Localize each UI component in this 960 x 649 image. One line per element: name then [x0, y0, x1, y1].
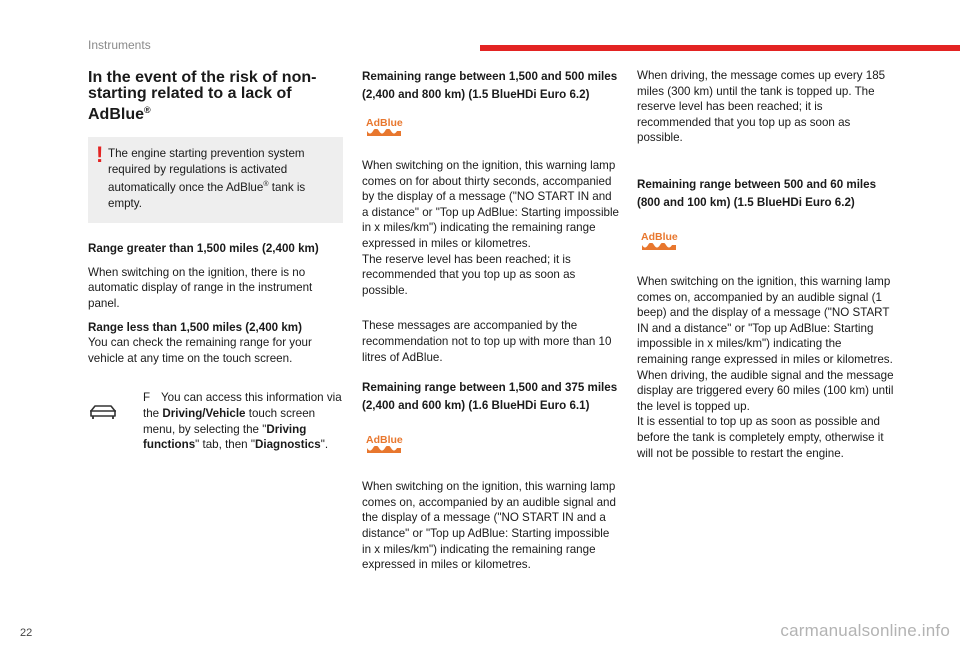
heading-1500-500 — [362, 68, 620, 104]
para-range-less: You can check the remaining range for your vehicle at any time on the touch screen. — [88, 336, 312, 365]
tip-text-3: " tab, then " — [195, 438, 255, 452]
warning-text — [108, 146, 333, 211]
para-500-60-c: It is essential to top up as soon as possible and before the tank is completely empty, otherwise it will not be possible to restart the engine. — [637, 415, 884, 460]
para-1500-500-b: The reserve level has been reached; it is recommended that you top up as soon as possible. — [362, 252, 576, 297]
tip-slash: / — [202, 406, 206, 420]
adblue-icon-label-3: AdBlue — [641, 230, 678, 243]
column-right — [637, 68, 895, 461]
adblue-warning-icon-2 — [362, 435, 422, 457]
warning-text-part2: tank is empty. — [108, 181, 306, 210]
heading-1500-375-line1: Remaining range between 1,500 and 375 miles — [362, 381, 618, 395]
heading-1500-500-line1: Remaining range between 1,500 and 500 miles — [362, 70, 618, 83]
para-range-greater: When switching on the ignition, there is no automatic display of range in the instrument panel. — [88, 265, 313, 311]
title-line-3: AdBlue — [88, 106, 144, 123]
heading-range-greater: Range greater than 1,500 miles (2,400 km) — [88, 242, 319, 256]
tip-text-2: touch screen menu, by selecting the " — [143, 406, 316, 436]
para-500-60-b: When driving, the audible signal and the message display are triggered every 60 miles (100 km) until the level is topped up. — [637, 368, 894, 413]
warning-text-part1: The engine starting prevention system required by regulations is activated automatically once the AdBlue — [108, 147, 305, 195]
registered-mark: ® — [144, 105, 151, 115]
heading-1500-375-line2: (2,400 and 600 km) (1.6 BlueHDi Euro 6.1) — [362, 399, 590, 413]
warning-registered-mark: ® — [263, 181, 269, 189]
warning-box — [88, 137, 343, 223]
title-line-1: In the event of the risk of non- — [88, 69, 317, 86]
tip-driving: Driving — [162, 406, 203, 420]
heading-1500-375 — [362, 379, 620, 415]
para-1500-375: When switching on the ignition, this warning lamp comes on, accompanied by an audible signal and the display of a message ("NO START IN and a distance" or "Top up AdBlue: Starting impossible in x miles/km") indicating the remaining range expressed in miles or kilometres. — [362, 480, 616, 572]
tip-driving-functions: Driving functions — [143, 422, 307, 452]
tip-text-4: ". — [320, 438, 329, 452]
car-icon — [88, 398, 118, 424]
header-accent-bar — [480, 45, 960, 51]
tip-diagnostics: Diagnostics — [254, 438, 321, 452]
adblue-icon-label: AdBlue — [366, 117, 403, 129]
column-left — [88, 70, 343, 453]
page-number: 22 — [20, 627, 33, 639]
section-title — [88, 70, 343, 123]
tip-text — [143, 390, 343, 452]
heading-500-60-line1: Remaining range between 500 and 60 miles — [637, 177, 877, 191]
section-label: Instruments — [88, 38, 151, 52]
adblue-warning-icon-3 — [637, 232, 697, 254]
column-middle — [362, 68, 620, 581]
title-line-2: starting related to a lack of — [88, 85, 292, 102]
heading-500-60 — [637, 176, 895, 212]
para-driving-message: When driving, the message comes up every 185 miles (300 km) until the tank is topped up. The reserve level has been reached; it is recommended that you top up as soon as possible. — [637, 69, 886, 145]
heading-range-less: Range less than 1,500 miles (2,400 km) — [88, 320, 302, 334]
adblue-icon-label-2: AdBlue — [366, 434, 403, 447]
bullet-arrow-icon: F — [143, 391, 151, 405]
exclamation-icon: ! — [96, 142, 104, 167]
tip-vehicle: Vehicle — [205, 406, 246, 420]
heading-500-60-line2: (800 and 100 km) (1.5 BlueHDi Euro 6.2) — [637, 195, 855, 209]
adblue-wave-icon-2 — [367, 446, 401, 453]
adblue-wave-icon-3 — [642, 243, 676, 250]
tip-text-1: You can access this information via the — [143, 391, 342, 420]
para-1500-500-a: When switching on the ignition, this warning lamp comes on for about thirty seconds, accompanied by the display of a message ("NO START IN and a distance" or "Top up AdBlue: Starting impossible in x miles/km") indicating the remaining range expressed in miles or kilometres. — [362, 159, 619, 250]
heading-1500-500-line2: (2,400 and 800 km) (1.5 BlueHDi Euro 6.2) — [362, 88, 590, 101]
watermark: carmanualsonline.info — [780, 621, 950, 640]
para-top-up-advice: These messages are accompanied by the recommendation not to top up with more than 10 litres of AdBlue. — [362, 319, 612, 364]
touchscreen-tip — [88, 390, 343, 452]
adblue-wave-icon — [367, 129, 401, 136]
adblue-warning-icon — [362, 118, 422, 140]
para-500-60-a: When switching on the ignition, this warning lamp comes on, accompanied by an audible signal (1 beep) and the display of a message ("NO START IN and a distance" or "Top up AdBlue: Starting impossible in x miles/km") indicating the remaining range expressed in miles or kilometres. — [637, 274, 893, 366]
